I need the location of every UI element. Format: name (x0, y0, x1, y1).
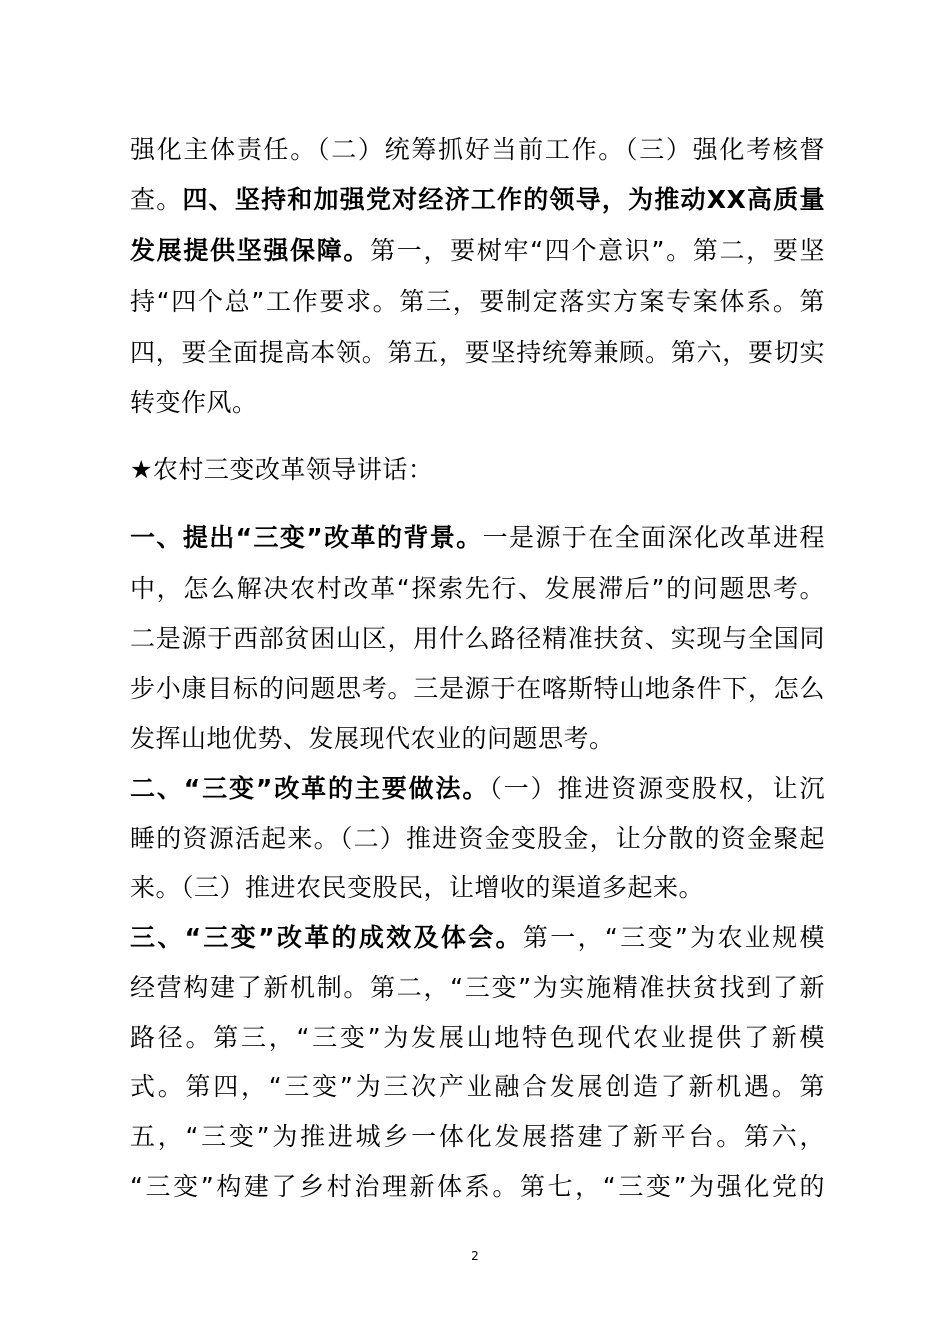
bold-heading-run: 发展提供坚强保障。 (130, 236, 371, 265)
text-run: 转变作风。 (130, 388, 258, 417)
bold-heading-run: 三、“三变”改革的成效及体会。 (130, 923, 523, 952)
bold-heading-run: 四、坚持和加强党对经济工作的领导，为推动XX高质量 (182, 185, 825, 214)
text-run: 二是源于西部贫困山区，用什么路径精准扶贫、实现与全国同 (130, 624, 825, 653)
section-heading (130, 450, 825, 490)
text-run: 经营构建了新机制。第二，“三变”为实施精准扶贫找到了新 (130, 973, 825, 1002)
text-line (130, 231, 825, 271)
text-line (130, 1018, 825, 1058)
text-line (130, 518, 825, 558)
text-run: 第一，“三变”为农业规模 (522, 923, 825, 952)
text-run: 五，“三变”为推进城乡一体化发展搭建了新平台。第六， (130, 1122, 825, 1151)
text-run: 式。第四，“三变”为三次产业融合发展创造了新机遇。第 (130, 1072, 825, 1101)
text-run: 中，怎么解决农村改革“探索先行、发展滞后”的问题思考。 (130, 574, 825, 603)
text-run: 强化主体责任。（二）统筹抓好当前工作。（三）强化考核督 (130, 135, 825, 164)
text-line (130, 868, 825, 908)
text-run: （一）推进资源变股权，让沉 (489, 774, 825, 803)
text-run: 步小康目标的问题思考。三是源于在喀斯特山地条件下，怎么 (130, 674, 825, 703)
text-run: 发挥山地优势、发展现代农业的问题思考。 (130, 724, 615, 753)
text-line (130, 383, 825, 423)
text-line (130, 1067, 825, 1107)
page-number: 2 (471, 1249, 479, 1263)
text-run: 查。 (130, 185, 183, 214)
text-line (130, 918, 825, 958)
text-line (130, 769, 825, 809)
text-run: 四，要全面提高本领。第五，要坚持统筹兼顾。第六，要切实 (130, 338, 825, 367)
bold-heading-run: 一、提出“三变”改革的背景。 (130, 523, 483, 552)
text-run: 一是源于在全面深化改革进程 (482, 523, 825, 552)
text-line (130, 1167, 825, 1207)
text-line (130, 333, 825, 373)
text-line (130, 569, 825, 609)
text-run: 路径。第三，“三变”为发展山地特色现代农业提供了新模 (130, 1023, 825, 1052)
bold-heading-run: 二、“三变”改革的主要做法。 (130, 774, 490, 803)
text-run: 睡的资源活起来。（二）推进资金变股金，让分散的资金聚起 (130, 824, 825, 853)
text-line (130, 968, 825, 1008)
text-line (130, 619, 825, 659)
text-line (130, 1117, 825, 1157)
text-line (130, 282, 825, 322)
text-line (130, 669, 825, 709)
text-run: 来。（三）推进农民变股民，让增收的渠道多起来。 (130, 873, 705, 902)
section-heading-text: ★农村三变改革领导讲话： (130, 455, 434, 484)
text-line (130, 819, 825, 859)
text-line (130, 719, 825, 759)
text-line (130, 130, 825, 170)
text-run: “三变”构建了乡村治理新体系。第七，“三变”为强化党的 (130, 1172, 825, 1201)
text-run: 持“四个总”工作要求。第三，要制定落实方案专案体系。第 (130, 287, 825, 316)
text-run: 第一，要树牢“四个意识”。第二，要坚 (370, 236, 825, 265)
text-line (130, 180, 825, 220)
